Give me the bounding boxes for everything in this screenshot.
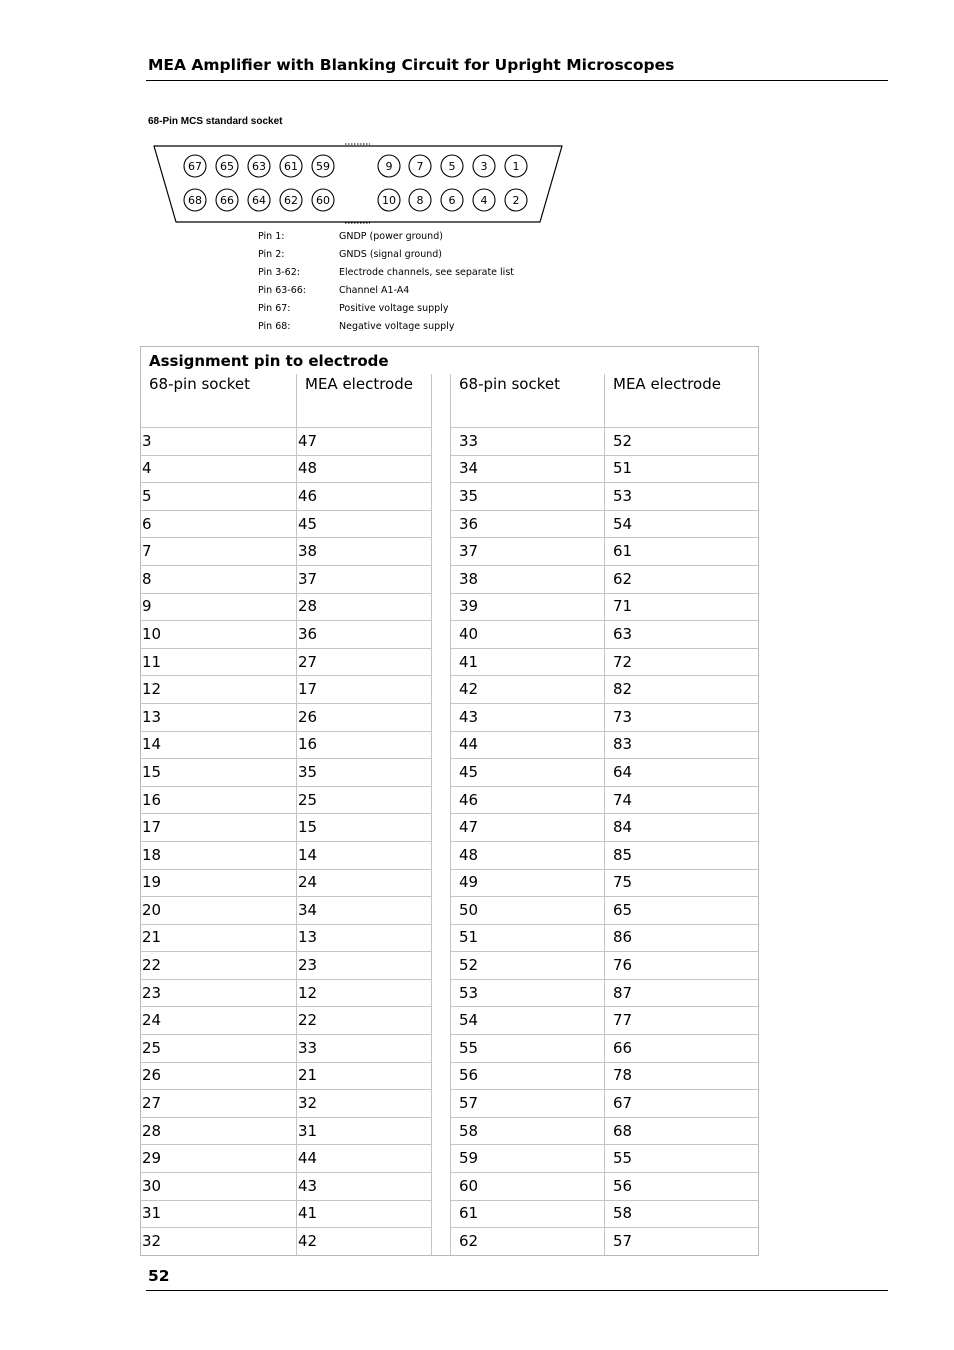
table-cell: 32 <box>141 1228 297 1256</box>
table-cell: 53 <box>605 483 759 511</box>
column-header: 68-pin socket <box>141 374 297 428</box>
table-cell: 47 <box>451 814 605 842</box>
column-gap <box>432 1117 451 1145</box>
column-gap <box>432 897 451 925</box>
pin-number: 9 <box>385 160 393 173</box>
table-cell: 51 <box>605 455 759 483</box>
table-cell: 83 <box>605 731 759 759</box>
table-cell: 16 <box>297 731 432 759</box>
table-cell: 21 <box>297 1062 432 1090</box>
table-cell: 67 <box>605 1090 759 1118</box>
column-gap <box>432 869 451 897</box>
table-cell: 15 <box>141 759 297 787</box>
table-cell: 66 <box>605 1035 759 1063</box>
table-row <box>141 593 759 621</box>
header-divider <box>146 80 888 81</box>
table-cell: 11 <box>141 648 297 676</box>
table-row <box>141 1090 759 1118</box>
column-header: MEA electrode <box>297 374 432 428</box>
table-cell: 17 <box>297 676 432 704</box>
table-row <box>141 676 759 704</box>
column-gap <box>432 565 451 593</box>
pin-number: 1 <box>512 160 520 173</box>
table-cell: 48 <box>297 455 432 483</box>
table-cell: 25 <box>141 1035 297 1063</box>
table-cell: 55 <box>605 1145 759 1173</box>
table-cell: 10 <box>141 621 297 649</box>
column-gap <box>432 1090 451 1118</box>
table-cell: 4 <box>141 455 297 483</box>
table-cell: 58 <box>451 1117 605 1145</box>
table-cell: 38 <box>451 565 605 593</box>
column-gap <box>432 1228 451 1256</box>
table-cell: 24 <box>297 869 432 897</box>
column-gap <box>432 841 451 869</box>
table-title: Assignment pin to electrode <box>141 347 759 375</box>
table-row <box>141 731 759 759</box>
table-cell: 41 <box>451 648 605 676</box>
table-cell: 47 <box>297 428 432 456</box>
table-cell: 27 <box>297 648 432 676</box>
table-cell: 62 <box>451 1228 605 1256</box>
table-cell: 36 <box>451 510 605 538</box>
table-row <box>141 1228 759 1256</box>
pin-desc: GNDS (signal ground) <box>339 249 442 260</box>
table-row <box>141 924 759 952</box>
table-row <box>141 648 759 676</box>
table-cell: 56 <box>605 1173 759 1201</box>
pin-label: Pin 1: <box>258 231 285 242</box>
table-cell: 44 <box>297 1145 432 1173</box>
table-cell: 15 <box>297 814 432 842</box>
table-row <box>141 1173 759 1201</box>
table-cell: 25 <box>297 786 432 814</box>
column-gap <box>432 1062 451 1090</box>
table-cell: 35 <box>451 483 605 511</box>
table-cell: 17 <box>141 814 297 842</box>
column-gap <box>432 510 451 538</box>
table-cell: 31 <box>297 1117 432 1145</box>
table-cell: 62 <box>605 565 759 593</box>
pin-label: Pin 63-66: <box>258 285 307 296</box>
table-row <box>141 979 759 1007</box>
column-gap <box>432 979 451 1007</box>
table-cell: 40 <box>451 621 605 649</box>
table-cell: 48 <box>451 841 605 869</box>
table-cell: 60 <box>451 1173 605 1201</box>
table-cell: 26 <box>141 1062 297 1090</box>
pin-label: Pin 67: <box>258 303 291 314</box>
column-gap <box>432 1007 451 1035</box>
column-header: 68-pin socket <box>451 374 605 428</box>
table-cell: 84 <box>605 814 759 842</box>
column-gap <box>432 952 451 980</box>
pin-number: 8 <box>416 194 424 207</box>
column-gap <box>432 593 451 621</box>
table-cell: 24 <box>141 1007 297 1035</box>
table-cell: 18 <box>141 841 297 869</box>
pin-label: Pin 3-62: <box>258 267 300 278</box>
table-cell: 57 <box>451 1090 605 1118</box>
table-cell: 44 <box>451 731 605 759</box>
pin-number: 59 <box>316 160 330 173</box>
pin-description-list <box>258 228 514 336</box>
table-cell: 73 <box>605 703 759 731</box>
table-row <box>141 538 759 566</box>
table-cell: 87 <box>605 979 759 1007</box>
table-row <box>141 428 759 456</box>
column-gap <box>432 538 451 566</box>
table-cell: 59 <box>451 1145 605 1173</box>
table-row <box>141 814 759 842</box>
table-cell: 49 <box>451 869 605 897</box>
table-cell: 21 <box>141 924 297 952</box>
table-cell: 65 <box>605 897 759 925</box>
column-gap <box>432 483 451 511</box>
column-header: MEA electrode <box>605 374 759 428</box>
table-row <box>141 565 759 593</box>
table-cell: 13 <box>297 924 432 952</box>
table-cell: 68 <box>605 1117 759 1145</box>
table-cell: 8 <box>141 565 297 593</box>
table-cell: 52 <box>605 428 759 456</box>
connector-caption: 68-Pin MCS standard socket <box>148 116 283 127</box>
table-cell: 30 <box>141 1173 297 1201</box>
table-cell: 50 <box>451 897 605 925</box>
table-row <box>141 1035 759 1063</box>
page-header-title: MEA Amplifier with Blanking Circuit for Upright Microscopes <box>148 56 675 74</box>
pin-number: 7 <box>416 160 424 173</box>
pin-row <box>258 246 514 264</box>
table-cell: 63 <box>605 621 759 649</box>
column-gap <box>432 1200 451 1228</box>
column-gap <box>432 1173 451 1201</box>
table-cell: 19 <box>141 869 297 897</box>
pin-number: 3 <box>480 160 488 173</box>
table-cell: 35 <box>297 759 432 787</box>
table-row <box>141 1007 759 1035</box>
table-row <box>141 1145 759 1173</box>
table-cell: 71 <box>605 593 759 621</box>
table-cell: 5 <box>141 483 297 511</box>
pin-number: 66 <box>220 194 234 207</box>
pin-desc: Negative voltage supply <box>339 321 455 332</box>
table-cell: 29 <box>141 1145 297 1173</box>
table-cell: 46 <box>451 786 605 814</box>
table-cell: 51 <box>451 924 605 952</box>
table-cell: 45 <box>297 510 432 538</box>
table-row <box>141 841 759 869</box>
column-gap <box>432 621 451 649</box>
table-cell: 38 <box>297 538 432 566</box>
table-cell: 20 <box>141 897 297 925</box>
column-gap <box>432 428 451 456</box>
table-cell: 45 <box>451 759 605 787</box>
column-gap <box>432 814 451 842</box>
table-cell: 78 <box>605 1062 759 1090</box>
pin-number: 62 <box>284 194 298 207</box>
pin-number: 68 <box>188 194 202 207</box>
pin-desc: Channel A1-A4 <box>339 285 410 296</box>
pin-row <box>258 282 514 300</box>
table-cell: 22 <box>297 1007 432 1035</box>
table-cell: 46 <box>297 483 432 511</box>
pin-assignment-table <box>140 346 759 1256</box>
table-row <box>141 455 759 483</box>
table-cell: 82 <box>605 676 759 704</box>
column-gap <box>432 786 451 814</box>
pin-number: 2 <box>512 194 520 207</box>
table-row <box>141 1117 759 1145</box>
table-row <box>141 1200 759 1228</box>
table-cell: 58 <box>605 1200 759 1228</box>
table-cell: 39 <box>451 593 605 621</box>
pin-row <box>258 228 514 246</box>
column-gap <box>432 759 451 787</box>
pin-number: 10 <box>382 194 396 207</box>
table-cell: 53 <box>451 979 605 1007</box>
table-cell: 42 <box>297 1228 432 1256</box>
pin-group <box>184 155 527 211</box>
table-row <box>141 483 759 511</box>
pin-number: 64 <box>252 194 266 207</box>
table-cell: 7 <box>141 538 297 566</box>
table-cell: 55 <box>451 1035 605 1063</box>
table-cell: 75 <box>605 869 759 897</box>
table-cell: 14 <box>141 731 297 759</box>
table-cell: 12 <box>297 979 432 1007</box>
table-cell: 28 <box>297 593 432 621</box>
pin-number: 60 <box>316 194 330 207</box>
table-cell: 42 <box>451 676 605 704</box>
table-cell: 33 <box>451 428 605 456</box>
pin-label: Pin 68: <box>258 321 291 332</box>
table-cell: 34 <box>297 897 432 925</box>
pin-number: 61 <box>284 160 298 173</box>
column-gap <box>432 455 451 483</box>
table-cell: 43 <box>297 1173 432 1201</box>
column-gap <box>432 1035 451 1063</box>
table-cell: 32 <box>297 1090 432 1118</box>
table-row <box>141 869 759 897</box>
table-cell: 43 <box>451 703 605 731</box>
column-gap <box>432 1145 451 1173</box>
table-cell: 3 <box>141 428 297 456</box>
table-cell: 14 <box>297 841 432 869</box>
pin-number: 5 <box>448 160 456 173</box>
table-cell: 34 <box>451 455 605 483</box>
table-cell: 85 <box>605 841 759 869</box>
pin-row <box>258 318 514 336</box>
table-cell: 22 <box>141 952 297 980</box>
table-cell: 28 <box>141 1117 297 1145</box>
pin-row <box>258 300 514 318</box>
table-cell: 52 <box>451 952 605 980</box>
table-row <box>141 1062 759 1090</box>
table-cell: 76 <box>605 952 759 980</box>
pin-desc: Electrode channels, see separate list <box>339 267 514 278</box>
table-cell: 6 <box>141 510 297 538</box>
table-cell: 33 <box>297 1035 432 1063</box>
table-cell: 26 <box>297 703 432 731</box>
table-cell: 36 <box>297 621 432 649</box>
table-row <box>141 621 759 649</box>
table-cell: 57 <box>605 1228 759 1256</box>
table-row <box>141 786 759 814</box>
table-row <box>141 759 759 787</box>
column-gap <box>432 676 451 704</box>
table-row <box>141 703 759 731</box>
table-cell: 37 <box>451 538 605 566</box>
table-cell: 61 <box>605 538 759 566</box>
table-cell: 12 <box>141 676 297 704</box>
table-cell: 64 <box>605 759 759 787</box>
table-cell: 86 <box>605 924 759 952</box>
table-cell: 16 <box>141 786 297 814</box>
table-cell: 56 <box>451 1062 605 1090</box>
table-cell: 13 <box>141 703 297 731</box>
pin-number: 67 <box>188 160 202 173</box>
column-gap <box>432 703 451 731</box>
table-cell: 31 <box>141 1200 297 1228</box>
table-cell: 23 <box>297 952 432 980</box>
column-gap <box>432 731 451 759</box>
column-gap <box>432 648 451 676</box>
table-cell: 72 <box>605 648 759 676</box>
table-row <box>141 510 759 538</box>
table-cell: 61 <box>451 1200 605 1228</box>
table-row <box>141 897 759 925</box>
connector-outline <box>154 146 562 222</box>
table-cell: 23 <box>141 979 297 1007</box>
table-row <box>141 952 759 980</box>
table-cell: 74 <box>605 786 759 814</box>
pin-label: Pin 2: <box>258 249 285 260</box>
pin-desc: Positive voltage supply <box>339 303 449 314</box>
table-cell: 54 <box>605 510 759 538</box>
table-cell: 27 <box>141 1090 297 1118</box>
column-gap <box>432 924 451 952</box>
table-cell: 77 <box>605 1007 759 1035</box>
footer-divider <box>146 1290 888 1291</box>
pin-desc: GNDP (power ground) <box>339 231 443 242</box>
page-number: 52 <box>148 1267 170 1285</box>
table-cell: 54 <box>451 1007 605 1035</box>
pin-number: 65 <box>220 160 234 173</box>
table-cell: 9 <box>141 593 297 621</box>
pin-number: 6 <box>448 194 456 207</box>
connector-diagram <box>140 138 570 228</box>
pin-number: 63 <box>252 160 266 173</box>
column-gap <box>432 374 451 428</box>
pin-number: 4 <box>480 194 488 207</box>
pin-row <box>258 264 514 282</box>
table-cell: 41 <box>297 1200 432 1228</box>
table-cell: 37 <box>297 565 432 593</box>
